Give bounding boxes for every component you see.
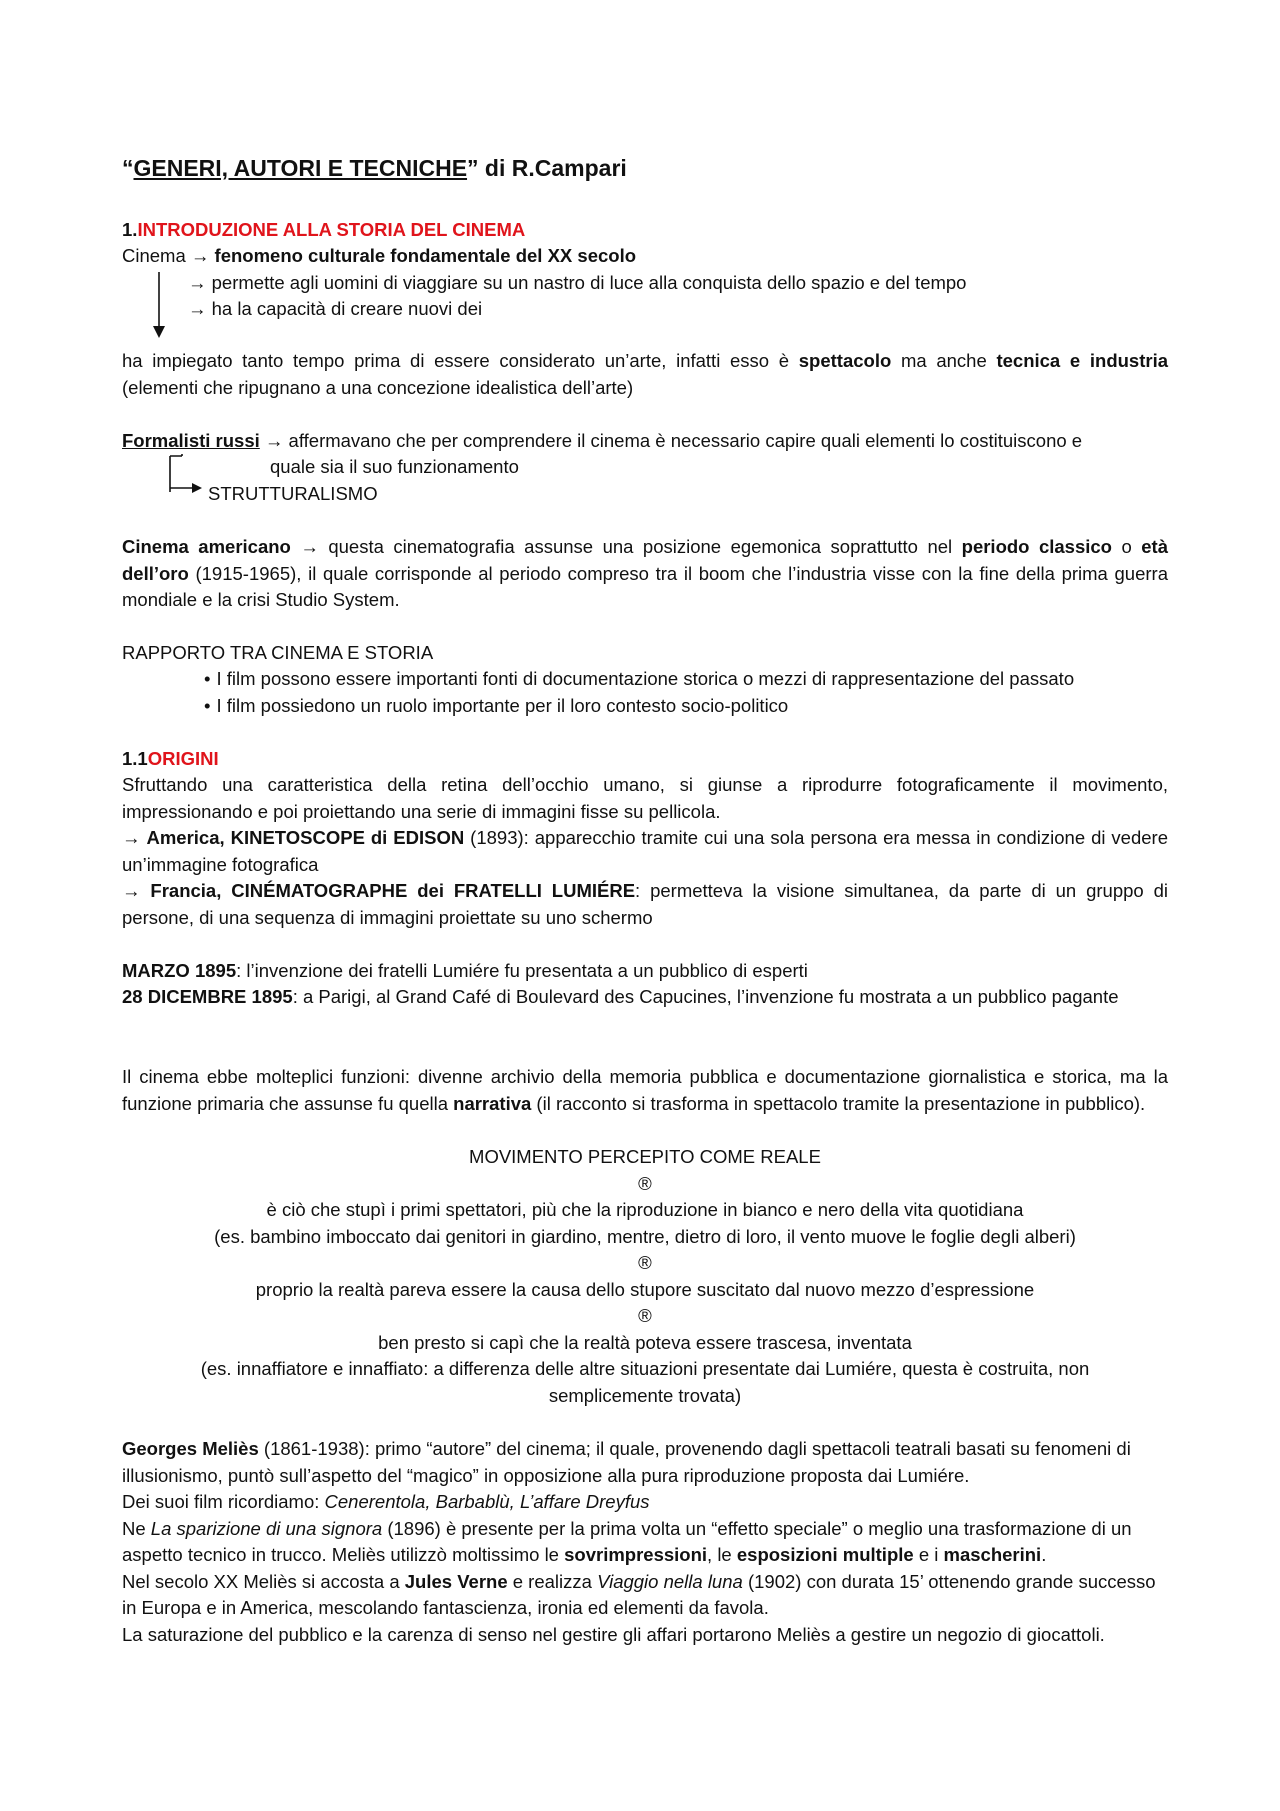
text-run: (1861-1938): primo “autore” del cinema; il quale, provenendo dagli spettacoli teatrali basati su fenomeni di illusionismo, puntò sull’aspetto del “magico” in opposizione alla pura riproduzione proposta dai Lumiére. [122,1438,1131,1486]
registered-symbol: ® [638,1252,652,1273]
melies-section [122,1436,1168,1648]
text-run: Nel secolo XX Meliès si accosta a [122,1570,405,1592]
strutturalismo-label: STRUTTURALISMO [208,483,378,504]
list-item: • I film possono essere importanti fonti di documentazione storica o mezzi di rappresentazione del passato [122,666,1168,693]
text-run: ma anche [891,350,997,371]
text-bold: spettacolo [798,350,892,371]
cinema-definition-bold: fenomeno culturale fondamentale del XX secolo [209,245,637,266]
date-marzo-1895 [122,958,1168,985]
flow-line: (es. bambino imboccato dai genitori in giardino, mentre, dietro di loro, il vento muove le foglie degli alberi) [214,1225,1076,1247]
text-bold: esposizioni multiple [736,1544,914,1565]
paragraph-art-definition [122,348,1168,401]
centered-flow [122,1144,1168,1409]
formalisti-label: Formalisti russi [122,430,260,451]
document-page [122,0,1168,1811]
text-run: → questa cinematografia assunse una posizione egemonica soprattutto nel [290,536,962,557]
section-1-1-heading [122,746,1168,773]
text-run: e i [913,1544,944,1565]
text-run: (il racconto si trasforma in spettacolo tramite la presentazione in pubblico). [531,1092,1146,1114]
formalisti-line [122,428,1168,455]
melies-sparizione [122,1516,1168,1569]
text-run: (elementi che ripugnano a una concezione idealistica dell’arte) [122,376,634,398]
cinema-label: Cinema [122,245,191,266]
arrow-icon: → [122,880,151,901]
text-italic: Cenerentola, Barbablù, L’affare Dreyfus [324,1491,650,1512]
section-1-heading [122,217,1168,244]
paragraph-kinetoscope [122,825,1168,878]
text-bold: età dell’oro [122,536,1168,584]
text-bold: Francia, CINÉMATOGRAPHE dei FRATELLI LUMIÉRE [150,880,636,901]
registered-symbol: ® [638,1305,652,1326]
melies-negozio: La saturazione del pubblico e la carenza di senso nel gestire gli affari portarono Meliès a gestire un negozio di giocattoli. [122,1623,1105,1645]
text-bold: Jules Verne [404,1570,508,1592]
melies-viaggio [122,1569,1168,1622]
text-run: : l’invenzione dei fratelli Lumiére fu presentata a un pubblico di esperti [236,960,808,981]
formalisti-text-continued: quale sia il suo funzionamento [270,456,519,477]
flow-line: proprio la realtà pareva essere la causa dello stupore suscitato dal nuovo mezzo d’espressione [255,1278,1035,1300]
paragraph-funzioni [122,1064,1168,1117]
list-item: • I film possiedono un ruolo importante per il loro contesto socio-politico [122,693,1168,720]
text-run: (1893): apparecchio tramite cui una sola persona era messa in condizione di vedere un’immagine fotografica [122,827,1168,875]
text-bold: MARZO 1895 [122,960,237,981]
flow-heading: MOVIMENTO PERCEPITO COME REALE [469,1146,821,1167]
melies-films [122,1489,1168,1516]
text-bold: sovrimpressioni [564,1544,708,1565]
title-underlined: GENERI, AUTORI E TECNICHE [133,155,468,181]
text-run: ha impiegato tanto tempo prima di essere considerato un’arte, infatti esso è [122,350,799,371]
title-author: ” di R.Campari [467,155,627,181]
arrow-icon: → [190,245,210,266]
registered-symbol: ® [638,1172,652,1194]
text-run: Dei suoi film ricordiamo: [122,1491,325,1512]
text-bold: Cinema americano [122,536,291,557]
document-title [122,153,1168,183]
text-run: Ne [122,1517,151,1539]
text-run: o [1111,536,1142,557]
paragraph-origini: Sfruttando una caratteristica della retina dell’occhio umano, si giunse a riprodurre fotograficamente il movimento, impressionando e poi proiettando una serie di immagini fisse su pellicola. [122,774,1168,822]
cinema-definition [122,243,1168,270]
melies-intro [122,1436,1168,1489]
text-run: e realizza [507,1570,598,1592]
title-quote: “ [122,155,134,181]
text-run: (1896) è presente per la prima volta un “effetto speciale” o meglio una trasformazione di un aspetto tecnico in trucco. Meliès utilizzò moltissimo le [122,1517,1132,1565]
text-run: : permetteva la visione simultanea, da parte di un gruppo di persone, di una sequenza di immagini proiettate su uno schermo [122,880,1168,928]
section-heading-text: ORIGINI [147,748,219,769]
text-run: : a Parigi, al Grand Café di Boulevard des Capucines, l’invenzione fu mostrata a un pubblico pagante [292,986,1119,1007]
arrow-icon: → [122,827,147,848]
section-number: 1.1 [122,748,148,769]
text-bold: periodo classico [961,536,1112,557]
section-heading-text: INTRODUZIONE ALLA STORIA DEL CINEMA [137,219,526,240]
flow-line: è ciò che stupì i primi spettatori, più che la riproduzione in bianco e nero della vita quotidiana [266,1199,1024,1220]
rapporto-list [122,666,1168,719]
text-bold: mascherini [943,1544,1042,1565]
paragraph-cinematographe [122,878,1168,931]
flow-line: semplicemente trovata) [548,1384,742,1406]
cinema-sub-point-2: → ha la capacità di creare nuovi dei [188,298,483,319]
flow-line: (es. innaffiatore e innaffiato: a differenza delle altre situazioni presentate dai Lumiére, questa è costruita, non [200,1358,1090,1379]
paragraph-cinema-americano [122,534,1168,614]
text-italic: Viaggio nella luna [597,1570,743,1592]
down-arrow-icon [152,272,166,340]
text-run: Il cinema ebbe molteplici funzioni: divenne archivio della memoria pubblica e documentazione giornalistica e storica, ma la funzione primaria che assunse fu quella [122,1066,1168,1114]
text-bold: tecnica e industria [996,350,1168,371]
text-bold: 28 DICEMBRE 1895 [122,986,293,1007]
text-run: , le [707,1544,737,1565]
text-bold: Georges Meliès [122,1438,259,1459]
text-run: (1915-1965), il quale corrisponde al periodo compreso tra il boom che l’industria visse con la fine della prima guerra mondiale e la crisi Studio System. [122,562,1168,610]
rapporto-heading: RAPPORTO TRA CINEMA E STORIA [122,642,434,663]
text-run: (1902) con durata 15’ ottenendo grande successo in Europa e in America, mescolando fantascienza, ironia ed elementi da favola. [122,1570,1156,1618]
flow-line: ben presto si capì che la realtà poteva essere trascesa, inventata [378,1331,912,1353]
section-number: 1. [122,219,138,240]
date-28-dicembre-1895 [122,984,1168,1011]
text-italic: La sparizione di una signora [150,1517,383,1539]
text-bold: America, KINETOSCOPE di EDISON [146,827,465,848]
cinema-sub-point-1: → permette agli uomini di viaggiare su un nastro di luce alla conquista dello spazio e del tempo [188,272,967,293]
formalisti-text: → affermavano che per comprendere il cinema è necessario capire quali elementi lo costituiscono e [259,430,1083,451]
bent-arrow-icon [152,454,210,494]
text-bold: narrativa [453,1092,532,1114]
text-run: . [1041,1544,1047,1565]
